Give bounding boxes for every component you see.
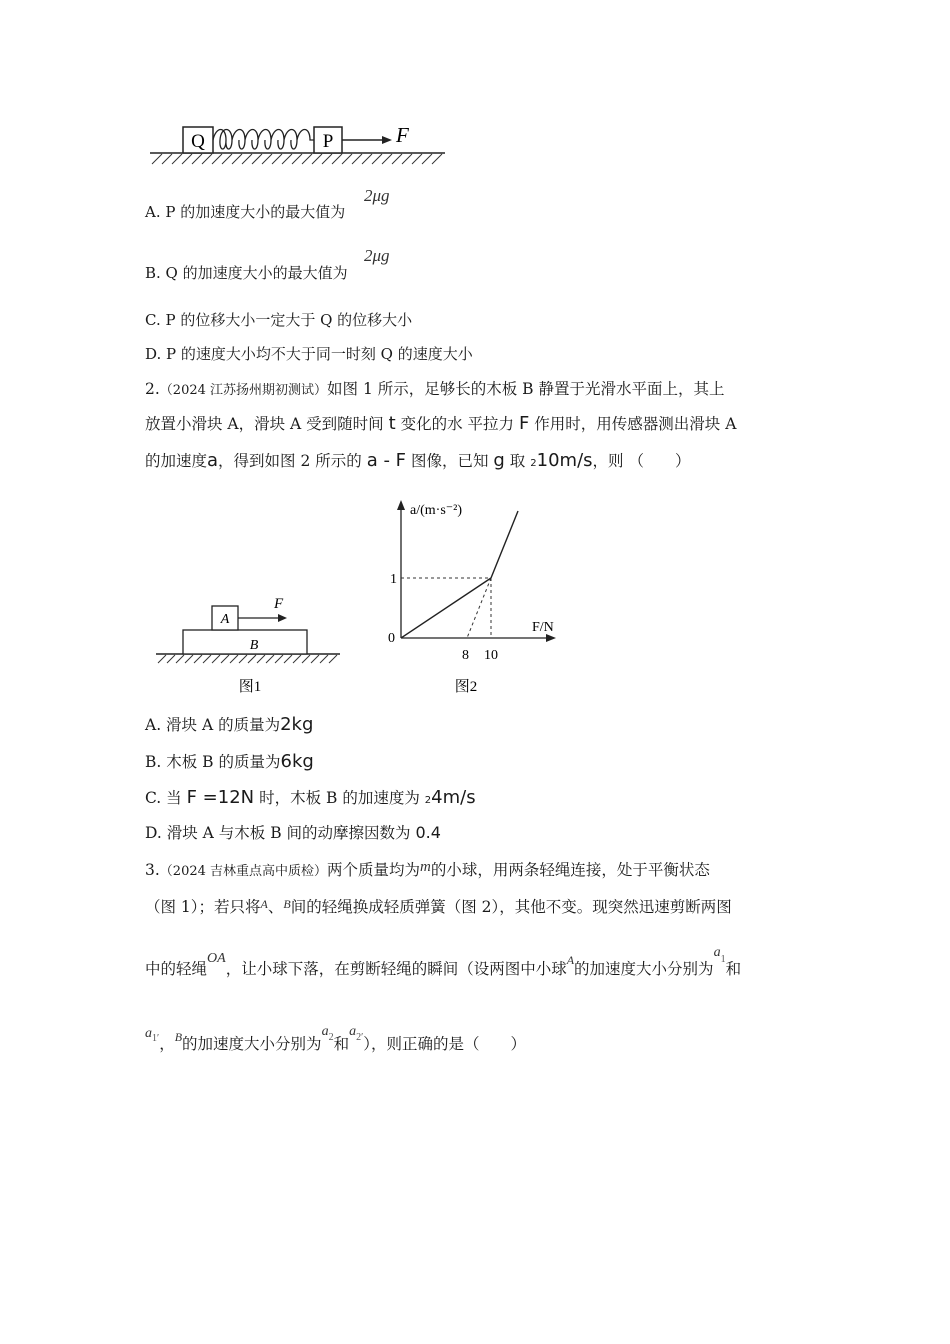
- q3-line-1: [145, 858, 710, 880]
- q3-var-a-ball: A: [566, 953, 575, 967]
- q2-option-c-exponent: 2: [424, 795, 432, 806]
- q3-var-a1-sub: 1: [720, 954, 726, 965]
- q2-option-c-value: 4m/s: [431, 787, 476, 808]
- q2-option-d-text: D. 滑块 A 与木板 B 间的动摩擦因数为: [145, 824, 411, 842]
- figure-1-block-board: [150, 588, 350, 698]
- q2-line-1: [145, 377, 724, 399]
- segment-1: [401, 578, 491, 638]
- q2-number: 2.: [145, 380, 160, 398]
- figure-2-a-f-graph: [380, 496, 570, 701]
- q2-option-d-value: 0.4: [415, 823, 441, 842]
- q2-option-c-mid: 时，木板 B 的加速度为: [259, 789, 420, 807]
- q1-option-c: C. P 的位移大小一定大于 Q 的位移大小: [145, 311, 413, 329]
- q3-var-a2-prime-sub: 2′: [356, 1032, 364, 1043]
- q1-option-a: [145, 201, 345, 222]
- origin-label: 0: [388, 631, 395, 646]
- q3-line3-c: 的加速度大小分别为: [574, 960, 714, 978]
- q3-line-2: [145, 895, 732, 917]
- spring: [213, 130, 314, 150]
- q3-line1-a: 两个质量均为: [327, 861, 421, 879]
- q2-line2-a: 放置小滑块 A，滑块 A 受到随时间: [145, 415, 384, 433]
- q3-var-a1: a: [713, 945, 721, 960]
- q3-line4-a: ，: [159, 1035, 175, 1053]
- q2-line3-a: 的加速度: [145, 452, 208, 470]
- block-q-label: Q: [191, 131, 205, 152]
- q3-line4-c: 和: [333, 1035, 350, 1053]
- q3-var-a: A: [260, 897, 268, 911]
- q2-var-t: t: [388, 413, 396, 434]
- q2-line-3: [145, 449, 690, 471]
- q3-var-m: m: [420, 859, 431, 875]
- q3-line-3: [145, 945, 742, 979]
- q2-var-a-f: a - F: [366, 450, 407, 471]
- tick-y-1: 1: [390, 572, 397, 587]
- q3-line4-d: ），则正确的是（ ）: [363, 1035, 527, 1053]
- q1-option-d: D. P 的速度大小均不大于同一时刻 Q 的速度大小: [145, 345, 473, 363]
- fig1-force-label: F: [274, 596, 284, 612]
- q2-option-c: [145, 786, 476, 808]
- q2-option-b-value: 6kg: [280, 751, 314, 772]
- q2-line-2: [145, 412, 736, 434]
- q3-var-oa: OA: [207, 951, 226, 966]
- q2-line3-e: ，则 （ ）: [592, 452, 691, 470]
- q2-line3-b: ，得到如图 2 所示的: [218, 452, 362, 470]
- block-p-label: P: [322, 131, 334, 152]
- tick-x-10: 10: [484, 648, 498, 663]
- q1-option-b: [145, 262, 348, 283]
- q3-line3-d: 和: [725, 960, 742, 978]
- q2-option-c-force: F =12N: [186, 787, 255, 808]
- q3-line2-b: 间的轻绳换成轻质弹簧（图 2），其他不变。现突然迅速剪断两图: [290, 898, 732, 916]
- q2-option-d: [145, 821, 441, 843]
- board-b-label: B: [249, 638, 259, 653]
- force-label: F: [396, 123, 409, 147]
- q3-var-a2: a: [321, 1024, 329, 1039]
- q2-var-f: F: [518, 413, 530, 434]
- q3-line1-b: 的小球，用两条轻绳连接，处于平衡状态: [430, 861, 710, 879]
- x-axis-label: F/N: [532, 620, 554, 635]
- q2-line2-c: 作用时，用传感器测出滑块 A: [534, 415, 737, 433]
- q2-unit-exponent: 2: [530, 458, 537, 469]
- q1-option-b-text: B. Q 的加速度大小的最大值为: [145, 264, 348, 282]
- q2-source-tag: （2024 江苏扬州期初测试）: [159, 383, 328, 398]
- q3-line3-a: 中的轻绳: [145, 960, 208, 978]
- q2-option-a: [145, 713, 313, 735]
- q3-var-b-ball: B: [174, 1030, 183, 1044]
- q2-line1-text: 如图 1 所示，足够长的木板 B 静置于光滑水平面上，其上: [327, 380, 725, 398]
- q3-source-tag: （2024 吉林重点高中质检）: [159, 864, 328, 879]
- q2-option-c-pre: C. 当: [145, 789, 182, 807]
- q1-option-a-text: A. P 的加速度大小的最大值为: [145, 203, 346, 221]
- q3-line4-b: 的加速度大小分别为: [182, 1035, 322, 1053]
- board-b: [183, 630, 307, 654]
- segment-2: [491, 511, 518, 578]
- q2-line2-b: 变化的水 平拉力: [400, 415, 515, 433]
- q1-option-a-expr: 2μg: [364, 186, 390, 205]
- q2-g-value: 10m/s: [536, 450, 593, 471]
- block-a-label: A: [220, 612, 230, 627]
- q3-var-a2-sub: 2: [328, 1032, 334, 1043]
- q3-line-4: [145, 1024, 527, 1054]
- q2-var-a: a: [207, 450, 219, 471]
- q1-option-b-expr: 2μg: [364, 246, 390, 265]
- q3-line2-a: （图 1）；若只将: [145, 898, 261, 916]
- q3-line3-b: ，让小球下落，在剪断轻绳的瞬间（设两图中小球: [225, 960, 567, 978]
- spring-block-figure: [140, 118, 450, 170]
- tick-x-8: 8: [462, 648, 469, 663]
- q2-option-b: [145, 750, 314, 772]
- fig1-caption: 图1: [238, 679, 262, 695]
- q2-option-a-value: 2kg: [280, 714, 314, 735]
- q3-var-a2-prime: a: [349, 1024, 357, 1039]
- q3-separator: 、: [267, 898, 284, 916]
- y-axis-label: a/(m·s⁻²): [410, 503, 463, 518]
- q2-line3-d: 取: [509, 452, 526, 470]
- q2-var-g: g: [493, 450, 505, 471]
- q3-var-a1-prime-sub: 1′: [152, 1033, 160, 1044]
- q3-var-b: B: [283, 897, 291, 911]
- q3-number: 3.: [145, 861, 160, 879]
- guide-x8: [467, 578, 491, 638]
- fig2-caption: 图2: [454, 679, 478, 695]
- q2-option-a-text: A. 滑块 A 的质量为: [145, 716, 281, 734]
- q2-line3-c: 图像，已知: [410, 452, 489, 470]
- q2-option-b-text: B. 木板 B 的质量为: [145, 753, 281, 771]
- q3-var-a1-prime: a: [145, 1026, 152, 1041]
